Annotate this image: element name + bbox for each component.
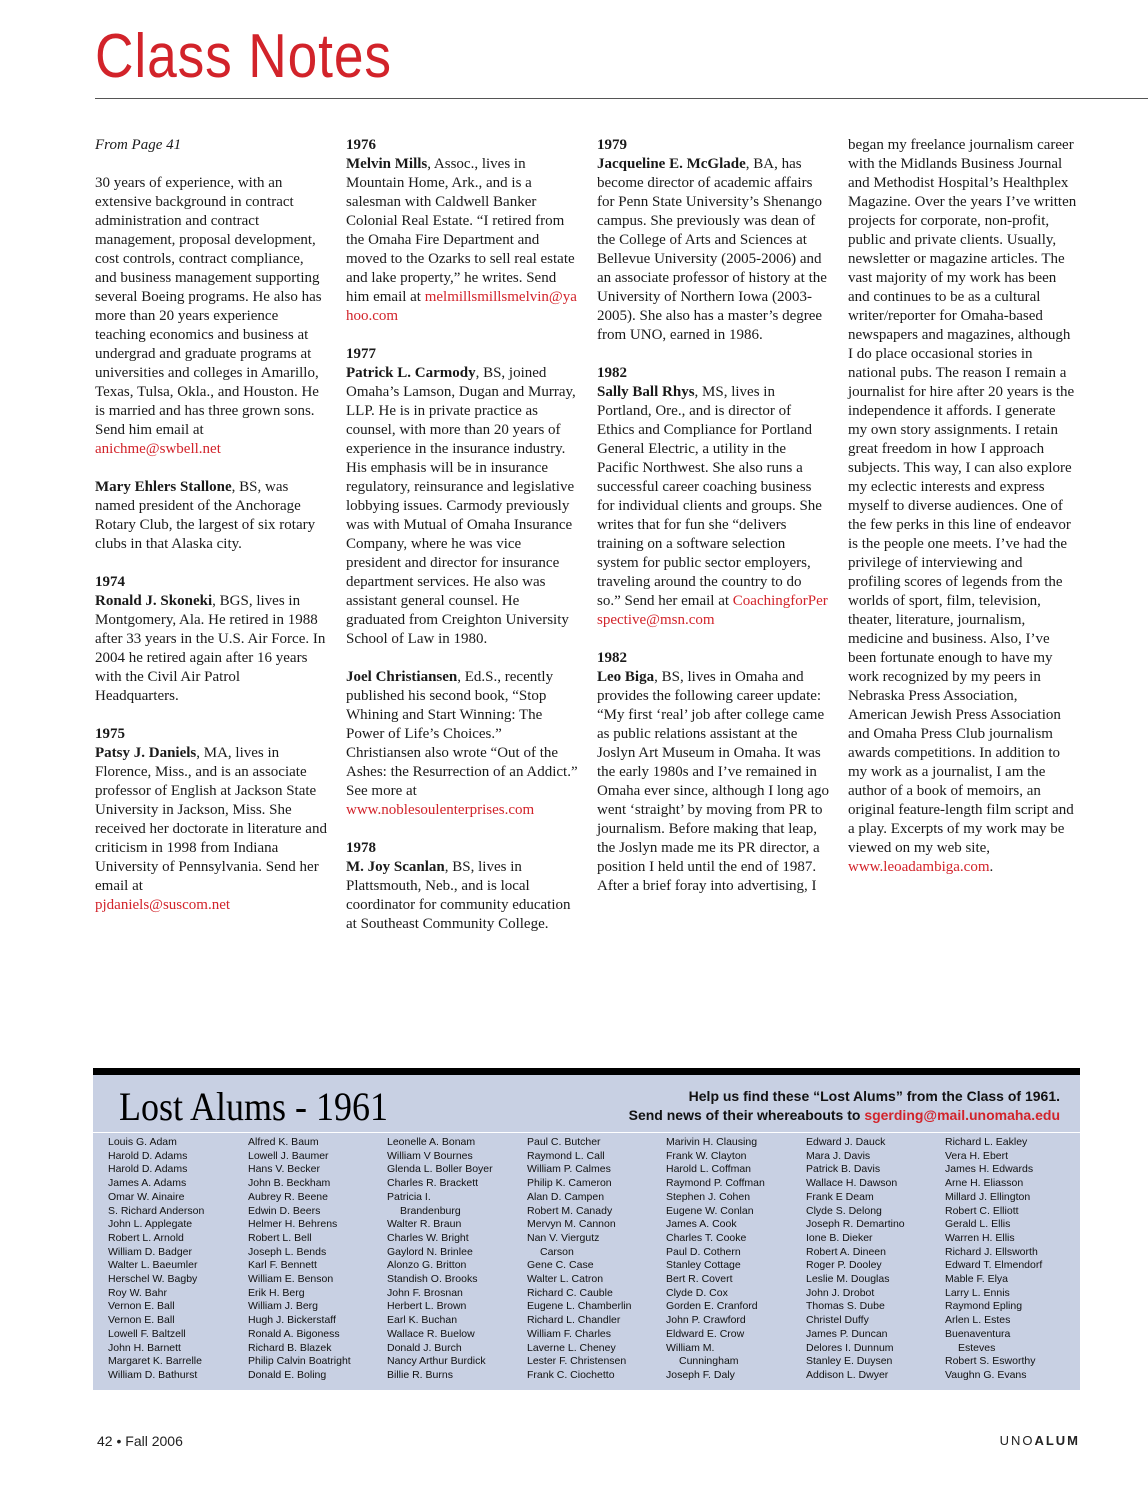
alum-name-entry: Walter L. Catron	[527, 1273, 604, 1286]
help-line-2	[629, 1106, 1060, 1125]
help-line-2-text: Send news of their whereabouts to	[628, 1107, 861, 1123]
alum-name-entry: John H. Barnett	[108, 1341, 181, 1354]
entry-biga-continued	[848, 136, 1078, 877]
alum-name-entry: Harold D. Adams	[108, 1163, 188, 1176]
alum-name-entry: Alan D. Campen	[527, 1190, 605, 1203]
alum-name-entry: Raymond P. Coffman	[666, 1177, 765, 1190]
class-year: 1974	[95, 574, 125, 590]
alum-name-entry: Karl F. Bennett	[248, 1259, 317, 1272]
page-number: 42	[97, 1433, 113, 1449]
class-year: 1979	[597, 137, 627, 153]
class-year: 1982	[597, 650, 627, 666]
alum-name-entry: James A. Adams	[108, 1177, 187, 1190]
alum-name: Melvin Mills	[346, 156, 428, 172]
entry-scanlan	[346, 839, 578, 934]
alum-name-entry: Robert L. Arnold	[108, 1231, 184, 1244]
names-column	[527, 1136, 631, 1383]
issue-label: Fall 2006	[125, 1433, 183, 1449]
alum-name-entry: Patricia I.	[387, 1190, 431, 1203]
alum-name-entry: Frank W. Clayton	[666, 1149, 747, 1162]
lost-alums-box	[93, 1068, 1080, 1390]
alum-name-entry: Bert R. Covert	[666, 1273, 733, 1286]
alum-name-entry: John J. Drobot	[806, 1286, 875, 1299]
column-2	[346, 136, 578, 953]
alum-name-entry: Patrick B. Davis	[806, 1163, 881, 1176]
alum-name-entry: Helmer H. Behrens	[248, 1218, 338, 1231]
column-1	[95, 136, 327, 934]
web-link[interactable]: www.leoadambiga.com	[848, 859, 990, 875]
alum-name-entry: Robert C. Elliott	[945, 1204, 1019, 1217]
alum-name-entry: Esteves	[958, 1341, 996, 1354]
entry-stallone	[95, 478, 327, 554]
alum-name-entry: Harold D. Adams	[108, 1149, 188, 1162]
alum-name-entry: Hugh J. Bickerstaff	[248, 1314, 336, 1327]
alum-name-entry: John F. Brosnan	[387, 1286, 463, 1299]
alum-name-entry: Standish O. Brooks	[387, 1273, 478, 1286]
alum-name-entry: Clyde S. Delong	[806, 1204, 882, 1217]
alum-name-entry: Paul C. Butcher	[527, 1136, 601, 1148]
alum-name-entry: Richard B. Blazek	[248, 1341, 332, 1354]
names-column	[248, 1136, 351, 1383]
alum-name-entry: William F. Charles	[527, 1327, 612, 1340]
alum-name: Sally Ball Rhys	[597, 384, 695, 400]
entry-skoneki	[95, 573, 327, 706]
page-title: Class Notes	[95, 22, 392, 91]
alum-name-entry: Arlen L. Estes	[945, 1314, 1011, 1327]
alum-name-entry: Richard J. Ellsworth	[945, 1245, 1038, 1258]
lost-alums-help	[629, 1087, 1060, 1125]
alum-name-entry: Addison L. Dwyer	[806, 1368, 889, 1381]
alum-name-entry: Delores I. Dunnum	[806, 1341, 894, 1354]
alum-name-entry: Alonzo G. Britton	[387, 1259, 467, 1272]
alum-name-entry: John P. Crawford	[666, 1314, 746, 1327]
title-divider	[95, 98, 1148, 99]
alum-name-entry: Lowell J. Baumer	[248, 1149, 329, 1162]
alum-name: Jacqueline E. McGlade	[597, 156, 746, 172]
continued-from: From Page 41	[95, 137, 182, 153]
entry-text: , BS, joined Omaha’s Lamson, Dugan and Murray, LLP. He is in private practice as counsel, with more than 20 years of experience in the insurance industry. His emphasis will be in insurance regulatory, reinsurance and legislative lobbying issues. Carmody previously was with Mutual of Omaha Insurance Company, where he was vice president and director for insurance department services. He also was assistant general counsel. He graduated from Creighton University School of Law in 1980.	[346, 365, 576, 647]
column-4	[848, 136, 1078, 896]
alum-name-entry: Louis G. Adam	[108, 1136, 177, 1148]
alum-name-entry: Nancy Arthur Burdick	[387, 1355, 486, 1368]
alum-name-entry: Walter R. Braun	[387, 1218, 462, 1231]
alum-name: Patrick L. Carmody	[346, 365, 476, 381]
alum-name-entry: Joseph L. Bends	[248, 1245, 327, 1258]
alum-name-entry: William J. Berg	[248, 1300, 319, 1313]
alum-name-entry: Buenaventura	[945, 1327, 1011, 1340]
alum-name-entry: Omar W. Ainaire	[108, 1190, 185, 1203]
alum-name-entry: Stephen J. Cohen	[666, 1190, 751, 1203]
alum-name-entry: Richard C. Cauble	[527, 1286, 613, 1299]
alum-name-entry: Nan V. Viergutz	[527, 1231, 600, 1244]
entry-mcglade	[597, 136, 829, 345]
alum-name-entry: William E. Benson	[248, 1273, 334, 1286]
alum-name-entry: Herschel W. Bagby	[108, 1273, 198, 1286]
alum-name-entry: William V Bournes	[387, 1149, 473, 1162]
alum-name-entry: Christel Duffy	[806, 1314, 869, 1327]
alum-name-entry: Vernon E. Ball	[108, 1300, 175, 1313]
entry-rhys	[597, 364, 829, 630]
column-3	[597, 136, 829, 915]
alum-name-entry: Robert M. Canady	[527, 1204, 613, 1217]
class-year: 1978	[346, 840, 376, 856]
names-column	[945, 1136, 1042, 1383]
alum-name-entry: Laverne L. Cheney	[527, 1341, 616, 1354]
alum-name-entry: Roy W. Bahr	[108, 1286, 167, 1299]
entry-biga	[597, 649, 829, 896]
entry-text: , BS, lives in Omaha and provides the following career update: “My first ‘real’ job after college came as public relations assistant at the Joslyn Art Museum in Omaha. It was the early 1980s and I’ve remained in Omaha ever since, although I long ago went ‘straight’ by moving from PR to journalism. Before making that leap, the Joslyn made me its PR director, a position I held until the end of 1987. After a brief foray into advertising, I	[597, 669, 830, 894]
alum-name-entry: Earl K. Buchan	[387, 1314, 458, 1327]
alum-name-entry: Harold L. Coffman	[666, 1163, 752, 1176]
alum-name-entry: Philip K. Cameron	[527, 1177, 612, 1190]
entry-daniels	[95, 725, 327, 915]
entry-text: , Ed.S., recently published his second book, “Stop Whining and Start Winning: The Power of Life’s Choices.” Christiansen also wrote “Out of the Ashes: the Resurrection of an Addict.” See more at	[346, 669, 578, 799]
alum-name-entry: Charles W. Bright	[387, 1231, 469, 1244]
alum-name-entry: Brandenburg	[400, 1204, 461, 1217]
alum-name-entry: John L. Applegate	[108, 1218, 193, 1231]
alum-name: Ronald J. Skoneki	[95, 593, 213, 609]
alum-name: Joel Christiansen	[346, 669, 458, 685]
names-column	[108, 1136, 204, 1383]
class-year: 1976	[346, 137, 376, 153]
alum-name-entry: Carson	[540, 1245, 574, 1258]
email-link[interactable]: anichme@swbell.net	[95, 441, 221, 457]
alum-name-entry: Margaret K. Barrelle	[108, 1355, 202, 1368]
entry-text: , BA, has become director of academic affairs for Penn State University’s Shenango campus. She previously was dean of the College of Arts and Sciences at Bellevue University (2005-2006) and an associate professor of history at the University of Northern Iowa (2003-2005). She also has a master’s degree from UNO, earned in 1986.	[597, 156, 827, 343]
alum-name-entry: Edward J. Dauck	[806, 1136, 886, 1148]
alum-name-entry: Erik H. Berg	[248, 1286, 305, 1299]
alum-name-entry: Glenda L. Boller Boyer	[387, 1163, 493, 1176]
alum-name-entry: John B. Beckham	[248, 1177, 331, 1190]
alum-name-entry: William D. Badger	[108, 1245, 193, 1258]
alum-name-entry: Clyde D. Cox	[666, 1286, 728, 1299]
entry-text: , MS, lives in Portland, Ore., and is director of Ethics and Compliance for Portland General Electric, a utility in the Pacific Northwest. She also runs a successful career coaching business for individual clients and groups. She writes that for fun she “delivers training on a software selection system for public sector employers, traveling around the country to do so.” Send her email at	[597, 384, 822, 609]
alum-name: Mary Ehlers Stallone	[95, 479, 232, 495]
alum-name-entry: Wallace R. Buelow	[387, 1327, 475, 1340]
class-year: 1975	[95, 726, 125, 742]
names-column	[387, 1136, 493, 1383]
alum-name-entry: William M.	[666, 1341, 715, 1354]
alum-name-entry: Walter L. Baeumler	[108, 1259, 198, 1272]
alum-name-entry: S. Richard Anderson	[108, 1204, 205, 1217]
alum-name-entry: Donald E. Boling	[248, 1368, 327, 1381]
entry-text: , Assoc., lives in Mountain Home, Ark., and is a salesman with Caldwell Banker Colonial Real Estate. “I retired from the Omaha Fire Department and moved to the Ozarks to sell real estate and lake property,” he writes. Send him email at	[346, 156, 575, 305]
brand-light: UNO	[999, 1433, 1035, 1448]
email-link[interactable]: CoachingforPerspective@msn.com	[597, 593, 828, 628]
alum-name-entry: Gene C. Case	[527, 1259, 594, 1272]
entry-end: .	[989, 859, 994, 875]
alum-name-entry: Wallace H. Dawson	[806, 1177, 898, 1190]
alum-name-entry: Ronald A. Bigoness	[248, 1327, 340, 1340]
footer-brand	[1000, 1433, 1080, 1448]
alum-name-entry: Marivin H. Clausing	[666, 1136, 758, 1148]
lost-alums-divider	[93, 1132, 1080, 1133]
alum-name-entry: Robert L. Bell	[248, 1231, 312, 1244]
alum-name-entry: William D. Bathurst	[108, 1368, 198, 1381]
lost-alums-email[interactable]: sgerding@mail.unomaha.edu	[864, 1107, 1060, 1123]
alum-name-entry: Raymond L. Call	[527, 1149, 605, 1162]
entry-text: , BS, was named president of the Anchorage Rotary Club, the largest of six rotary clubs in that Alaska city.	[95, 479, 316, 552]
brand-bold: ALUM	[1034, 1433, 1080, 1448]
entry-carmody	[346, 345, 578, 649]
alum-name-entry: Lester F. Christensen	[527, 1355, 627, 1368]
alum-name: M. Joy Scanlan	[346, 859, 445, 875]
alum-name-entry: Alfred K. Baum	[248, 1136, 319, 1148]
entry-text: 30 years of experience, with an extensive background in contract administration and contract management, proposal development, cost controls, contract compliance, and business management supporting several Boeing programs. He also has more than 20 years experience teaching economics and business at undergrad and graduate programs at universities and colleges in Amarillo, Texas, Tulsa, Okla., and Houston. He is married and has three grown sons. Send him email at	[95, 175, 322, 438]
alum-name-entry: James H. Edwards	[945, 1163, 1034, 1176]
alum-name-entry: James A. Cook	[666, 1218, 737, 1231]
alum-name-entry: Edwin D. Beers	[248, 1204, 321, 1217]
alum-name-entry: Billie R. Burns	[387, 1368, 453, 1381]
alum-name-entry: Frank E Deam	[806, 1190, 874, 1203]
alum-name-entry: Edward T. Elmendorf	[945, 1259, 1043, 1272]
alum-name-entry: Richard L. Chandler	[527, 1314, 621, 1327]
alum-name-entry: Stanley E. Duysen	[806, 1355, 893, 1368]
alum-name-entry: Ione B. Dieker	[806, 1231, 873, 1244]
alum-name-entry: Aubrey R. Beene	[248, 1190, 328, 1203]
names-column	[666, 1136, 765, 1383]
alum-name-entry: Vera H. Ebert	[945, 1149, 1009, 1162]
entry-text: began my freelance journalism career with the Midlands Business Journal and Methodist Hospital’s Healthplex Magazine. Over the years I’ve written projects for corporate, non-profit, public and private clients. Usually, newsletter or magazine articles. The vast majority of my work has been and continues to be as a cultural writer/reporter for Omaha-based newspapers and magazines, although I do place occasional stories in national pubs. The reason I remain a journalist for hire after 20 years is the independence it affords. I generate my own story assignments. I retain great freedom in how I approach subjects. This way, I can also explore my eclectic interests and express myself to diverse audiences. One of the few perks in this line of endeavor is the people one meets. I’ve had the privilege of interviewing and profiling scores of legends from the worlds of sport, film, television, theater, literature, journalism, medicine and business. Also, I’ve been fortunate enough to have my work recognized by my peers in Nebraska Press Association, American Jewish Press Association and Omaha Press Club journalism awards competitions. In addition to my work as a journalist, I am the author of a book of memoirs, an original feature-length film script and a play. Excerpts of my work may be viewed on my web site,	[848, 137, 1077, 856]
alum-name-entry: Roger P. Dooley	[806, 1259, 882, 1272]
class-year: 1982	[597, 365, 627, 381]
web-link[interactable]: www.noblesoulenterprises.com	[346, 802, 535, 818]
alum-name-entry: Vernon E. Ball	[108, 1314, 175, 1327]
help-line-1: Help us find these “Lost Alums” from the Class of 1961.	[688, 1088, 1060, 1104]
alum-name-entry: Vaughn G. Evans	[945, 1368, 1027, 1381]
entry-continued	[95, 174, 327, 459]
entry-christiansen	[346, 668, 578, 820]
names-column	[806, 1136, 905, 1383]
alum-name-entry: Charles T. Cooke	[666, 1231, 747, 1244]
entry-text: , BS, lives in Plattsmouth, Neb., and is local coordinator for community education at Southeast Community College.	[346, 859, 571, 932]
alum-name-entry: Thomas S. Dube	[806, 1300, 885, 1313]
alum-name-entry: Mara J. Davis	[806, 1149, 871, 1162]
alum-name-entry: Hans V. Becker	[248, 1163, 320, 1176]
alum-name-entry: Joseph R. Demartino	[806, 1218, 905, 1231]
entry-text: , MA, lives in Florence, Miss., and is an associate professor of English at Jackson State University in Jackson, Miss. She received her doctorate in literature and criticism in 1998 from Indiana University of Pennsylvania. Send her email at	[95, 745, 327, 894]
alum-name-entry: Gaylord N. Brinlee	[387, 1245, 473, 1258]
alum-name-entry: Philip Calvin Boatright	[248, 1355, 351, 1368]
entry-text: , BGS, lives in Montgomery, Ala. He retired in 1988 after 33 years in the U.S. Air Force. In 2004 he retired again after 16 years with the Civil Air Patrol Headquarters.	[95, 593, 326, 704]
alum-name: Patsy J. Daniels	[95, 745, 197, 761]
alum-name-entry: Mervyn M. Cannon	[527, 1218, 616, 1231]
alum-name-entry: Eugene W. Conlan	[666, 1204, 754, 1217]
alum-name-entry: Warren H. Ellis	[945, 1231, 1015, 1244]
lost-alums-title: Lost Alums - 1961	[119, 1084, 389, 1129]
alum-name-entry: Mable F. Elya	[945, 1273, 1009, 1286]
alum-name-entry: Paul D. Cothern	[666, 1245, 741, 1258]
alum-name-entry: Donald J. Burch	[387, 1341, 462, 1354]
alum-name: Leo Biga	[597, 669, 655, 685]
alum-name-entry: Larry L. Ennis	[945, 1286, 1010, 1299]
alum-name-entry: Raymond Epling	[945, 1300, 1023, 1313]
alum-name-entry: Frank C. Ciochetto	[527, 1368, 615, 1381]
alum-name-entry: Charles R. Brackett	[387, 1177, 479, 1190]
alum-name-entry: Leslie M. Douglas	[806, 1273, 890, 1286]
alum-name-entry: Millard J. Ellington	[945, 1190, 1031, 1203]
alum-name-entry: Robert A. Dineen	[806, 1245, 886, 1258]
alum-name-entry: Gerald L. Ellis	[945, 1218, 1011, 1231]
alum-name-entry: Cunningham	[679, 1355, 739, 1368]
entry-mills	[346, 136, 578, 326]
class-year: 1977	[346, 346, 376, 362]
alum-name-entry: Lowell F. Baltzell	[108, 1327, 186, 1340]
alum-name-entry: Eugene L. Chamberlin	[527, 1300, 632, 1313]
alum-name-entry: Arne H. Eliasson	[945, 1177, 1024, 1190]
alum-name-entry: Joseph F. Daly	[666, 1368, 735, 1381]
alum-name-entry: William P. Calmes	[527, 1163, 611, 1176]
alum-name-entry: Herbert L. Brown	[387, 1300, 467, 1313]
footer-page-info	[97, 1433, 183, 1449]
alum-name-entry: Eldward E. Crow	[666, 1327, 745, 1340]
email-link[interactable]: melmillsmillsmelvin@yahoo.com	[346, 289, 577, 324]
alum-name-entry: Leonelle A. Bonam	[387, 1136, 476, 1148]
alum-name-entry: James P. Duncan	[806, 1327, 888, 1340]
alum-name-entry: Stanley Cottage	[666, 1259, 741, 1272]
alum-name-entry: Richard L. Eakley	[945, 1136, 1028, 1148]
alum-name-entry: Robert S. Esworthy	[945, 1355, 1036, 1368]
alum-name-entry: Gorden E. Cranford	[666, 1300, 758, 1313]
email-link[interactable]: pjdaniels@suscom.net	[95, 897, 231, 913]
footer-separator: •	[116, 1433, 122, 1449]
